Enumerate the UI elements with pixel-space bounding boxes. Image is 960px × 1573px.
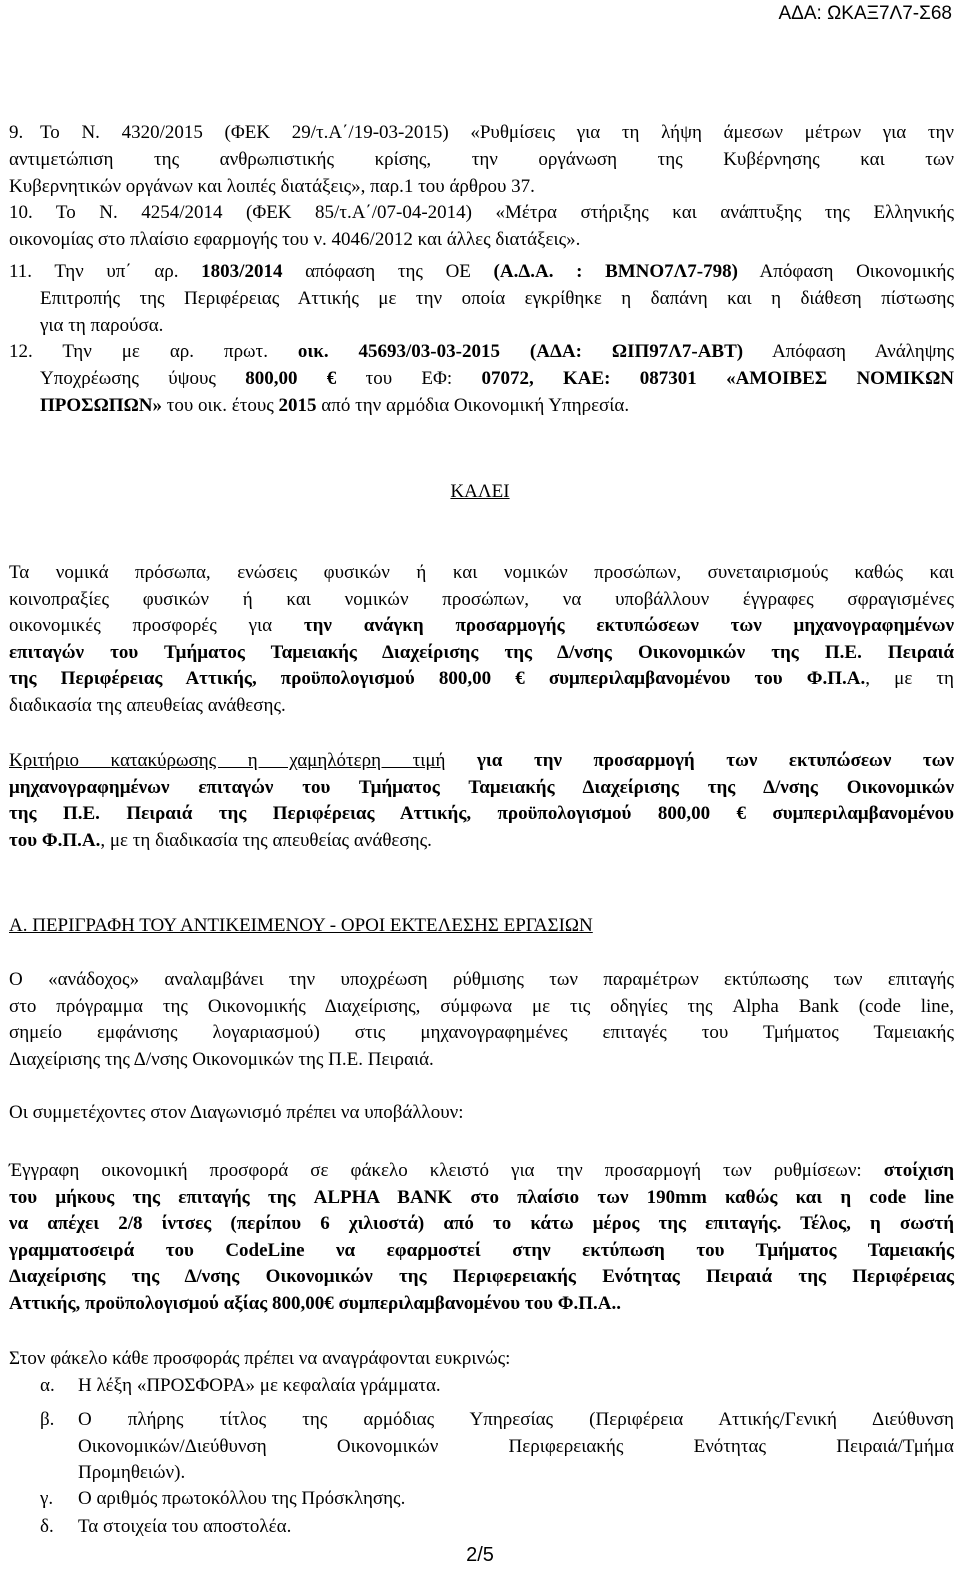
list-item-line: Ο πλήρης τίτλος της αρμόδιας Υπηρεσίας (Περιφέρεια Αττικής/Γενική Διεύθυνση — [78, 1409, 954, 1430]
paragraph-line — [9, 1264, 954, 1291]
item-11-text: Την υπ΄ αρ. — [54, 261, 202, 282]
description-paragraph — [9, 967, 954, 1073]
item-11-text: απόφαση της ΟΕ — [282, 261, 494, 282]
page-number: 2/5 — [466, 1544, 494, 1566]
item-10-line: οικονομίας στο πλαίσιο εφαρμογής του ν. 4046/2012 και άλλες διατάξεις». — [9, 228, 581, 250]
item-10 — [9, 200, 954, 253]
envelope-paragraph — [9, 1346, 954, 1373]
item-12-text: του οικ. έτους — [162, 394, 279, 416]
item-9-text — [40, 120, 954, 147]
paragraph-text: οικονομικές προσφορές για — [9, 615, 304, 636]
item-12-number: 12. — [9, 341, 33, 362]
item-11-cont — [40, 286, 954, 339]
list-item-text: Ο αριθμός πρωτοκόλλου της Πρόσκλησης. — [78, 1488, 406, 1509]
kalei-text: ΚΑΛΕΙ — [450, 481, 510, 502]
item-11-text: Απόφαση Οικονομικής — [737, 261, 954, 282]
paragraph-bold: της Π.Ε. Πειραιά της Περιφέρειας Αττικής, προϋπολογισμού 800,00 € συμπεριλαμβανομένου — [9, 803, 954, 824]
invitation-paragraph — [9, 560, 954, 719]
item-9-line: Κυβερνητικών οργάνων και λοιπές διατάξεις», παρ.1 του άρθρου 37. — [9, 175, 535, 197]
item-10-line — [9, 200, 954, 227]
item-9-line: Το Ν. 4320/2015 (ΦΕΚ 29/τ.Α΄/19-03-2015) «Ρυθμίσεις για τη λήψη άμεσων μέτρων για την — [40, 122, 954, 143]
paragraph-bold: μηχανογραφημένων επιταγών του Τμήματος Ταμειακής Διαχείρισης της Δ/νσης Οικονομικών — [9, 776, 954, 798]
paragraph-line: στο πρόγραμμα της Οικονομικής Διαχείρισης, σύμφωνα με τις οδηγίες της Alpha Bank (code line, — [9, 995, 954, 1017]
item-12-cont — [40, 366, 954, 419]
item-11-ada: (Α.Δ.Α. : ΒΜΝΟ7Λ7-798) — [493, 261, 738, 282]
item-11-number: 11. — [9, 261, 33, 282]
paragraph-bold: Διαχείρισης της Δ/νσης Οικονομικών της Περιφερειακής Ενότητας Πειραιά της Περιφέρειας — [9, 1266, 954, 1287]
paragraph-line — [9, 613, 954, 640]
item-11 — [9, 259, 954, 286]
paragraph-line: κοινοπραξίες φυσικών ή και νομικών προσώπων, να υποβάλλουν έγγραφες σφραγισμένες — [9, 588, 954, 610]
paragraph-text: Έγγραφη οικονομική προσφορά σε φάκελο κλειστό για την προσαρμογή των ρυθμίσεων: — [9, 1160, 884, 1181]
paragraph-line — [9, 801, 954, 828]
paragraph-line: Οι συμμετέχοντες στον Διαγωνισμό πρέπει να υποβάλλουν: — [9, 1102, 464, 1123]
paragraph-bold: επιταγών του Τμήματος Ταμειακής Διαχείρισης της Δ/νσης Οικονομικών της Π.Ε. Πειραιά — [9, 641, 954, 663]
item-10-text: Το Ν. 4254/2014 (ΦΕΚ 85/τ.Α΄/07-04-2014) «Μέτρα στήριξης και ανάπτυξης της Ελληνικής — [55, 202, 954, 223]
list-item-line: Προμηθειών). — [78, 1462, 186, 1483]
item-12-text: Την με αρ. πρωτ. — [62, 341, 298, 362]
paragraph-bold: γραμματοσειρά του CodeLine να εφαρμοστεί στην εκτύπωση του Τμήματος Ταμειακής — [9, 1239, 954, 1261]
list-letter: γ. — [40, 1488, 54, 1509]
item-11-decision: 1803/2014 — [201, 261, 283, 282]
item-12-line — [40, 393, 954, 420]
item-9-number: 9. — [9, 122, 24, 143]
paragraph-text: , με τη — [865, 668, 954, 689]
kalei-heading — [0, 479, 960, 506]
list-item-text: Η λέξη «ΠΡΟΣΦΟΡΑ» με κεφαλαία γράμματα. — [78, 1375, 441, 1396]
paragraph-line: σημείο εμφάνισης λογαριασμού) στις μηχανογραφημένες επιταγές του Τμήματος Ταμειακής — [9, 1022, 954, 1043]
item-12-year: 2015 — [278, 394, 317, 416]
section-a-heading — [9, 913, 954, 940]
paragraph-line — [9, 748, 954, 775]
item-10-number: 10. — [9, 202, 33, 223]
paragraph-bold: του μήκους της επιταγής της ALPHA BANK στο πλαίσιο των 190mm καθώς και η code line — [9, 1186, 954, 1208]
item-12 — [9, 339, 954, 366]
list-item-line: Οικονομικών/Διεύθυνση Οικονομικών Περιφερειακής Ενότητας Πειραιά/Τμήμα — [78, 1435, 954, 1457]
paragraph-bold: να απέχει 2/8 ίντσες (περίπου 6 χιλιοστά) από το κάτω μέρος της επιταγής. Τέλος, η σωστή — [9, 1213, 954, 1234]
paragraph-line: Στον φάκελο κάθε προσφοράς πρέπει να αναγράφονται ευκρινώς: — [9, 1348, 511, 1369]
paragraph-line: Διαχείρισης της Δ/νσης Οικονομικών της Π.Ε. Πειραιά. — [9, 1048, 434, 1070]
list-item — [78, 1373, 954, 1400]
item-12-line — [40, 366, 954, 393]
list-letter: α. — [40, 1375, 55, 1396]
ada-code: ΑΔΑ: ΩΚΑΞ7Λ7-Σ68 — [778, 3, 952, 24]
item-12-text: από την αρμόδια Οικονομική Υπηρεσία. — [316, 394, 630, 416]
paragraph-line — [9, 1291, 954, 1318]
item-9-cont — [9, 147, 954, 200]
paragraph-line — [9, 1211, 954, 1238]
paragraph-line — [9, 775, 954, 802]
paragraph-line — [9, 828, 954, 855]
paragraph-line: Τα νομικά πρόσωπα, ενώσεις φυσικών ή και νομικών προσώπων, συνεταιρισμούς καθώς και — [9, 562, 954, 583]
paragraph-bold: στοίχιση — [883, 1160, 954, 1181]
paragraph-bold: Αττικής, προϋπολογισμού αξίας 800,00€ συμπεριλαμβανομένου του Φ.Π.Α.. — [9, 1292, 621, 1314]
list-letter: δ. — [40, 1516, 54, 1537]
list-item — [78, 1407, 954, 1487]
item-12-text: Υποχρέωσης ύψους — [40, 368, 246, 389]
offer-paragraph — [9, 1158, 954, 1317]
list-letter: β. — [40, 1409, 55, 1430]
paragraph-bold: του Φ.Π.Α. — [9, 829, 101, 851]
item-12-line — [9, 339, 954, 366]
paragraph-bold: της Περιφέρειας Αττικής, προϋπολογισμού 800,00 € συμπεριλαμβανομένου του Φ.Π.Α. — [9, 668, 866, 689]
paragraph-bold: την ανάγκη προσαρμογής εκτυπώσεων των μηχανογραφημένων — [303, 615, 954, 636]
paragraph-bold: για την προσαρμογή των εκτυπώσεων των — [445, 750, 954, 771]
item-9-line: αντιμετώπιση της ανθρωπιστικής κρίσης, την οργάνωση της Κυβέρνησης και των — [9, 149, 954, 170]
item-11-line — [9, 259, 954, 286]
paragraph-line — [9, 1238, 954, 1265]
list-item-text: Τα στοιχεία του αποστολέα. — [78, 1516, 292, 1537]
paragraph-line — [9, 666, 954, 693]
list-item — [78, 1514, 954, 1541]
paragraph-line: διαδικασία της απευθείας ανάθεσης. — [9, 694, 286, 716]
item-12-amount: 800,00 € — [245, 368, 337, 389]
paragraph-line: Ο «ανάδοχος» αναλαμβάνει την υποχρέωση ρύθμισης των παραμέτρων εκτύπωσης των επιταγής — [9, 969, 954, 990]
participants-paragraph — [9, 1100, 954, 1127]
item-12-kae: 07072, ΚΑΕ: 087301 «ΑΜΟΙΒΕΣ ΝΟΜΙΚΩΝ — [481, 368, 955, 389]
paragraph-line — [9, 1185, 954, 1212]
paragraph-line — [9, 1158, 954, 1185]
paragraph-text: , με τη διαδικασία της απευθείας ανάθεσης. — [100, 829, 432, 851]
section-a-title: Α. ΠΕΡΙΓΡΑΦΗ ΤΟΥ ΑΝΤΙΚΕΙΜΕΝΟΥ - ΟΡΟΙ ΕΚΤΕΛΕΣΗΣ ΕΡΓΑΣΙΩΝ — [9, 915, 593, 936]
item-12-protocol: οικ. 45693/03-03-2015 (ΑΔΑ: ΩΙΠ97Λ7-ΑΒΤ) — [297, 341, 744, 362]
item-11-line: για τη παρούσα. — [40, 314, 164, 336]
item-11-line: Επιτροπής της Περιφέρειας Αττικής με την οποία εγκρίθηκε η δαπάνη και η διάθεση πίστωσης — [40, 288, 954, 309]
criterion-paragraph — [9, 748, 954, 854]
item-12-text: Απόφαση Ανάληψης — [743, 341, 954, 362]
item-12-text: του ΕΦ: — [336, 368, 482, 389]
list-item — [78, 1486, 954, 1513]
criterion-underlined: Κριτήριο κατακύρωσης η χαμηλότερη τιμή — [9, 750, 446, 771]
paragraph-line — [9, 640, 954, 667]
item-12-kae-cont: ΠΡΟΣΩΠΩΝ» — [40, 394, 163, 416]
